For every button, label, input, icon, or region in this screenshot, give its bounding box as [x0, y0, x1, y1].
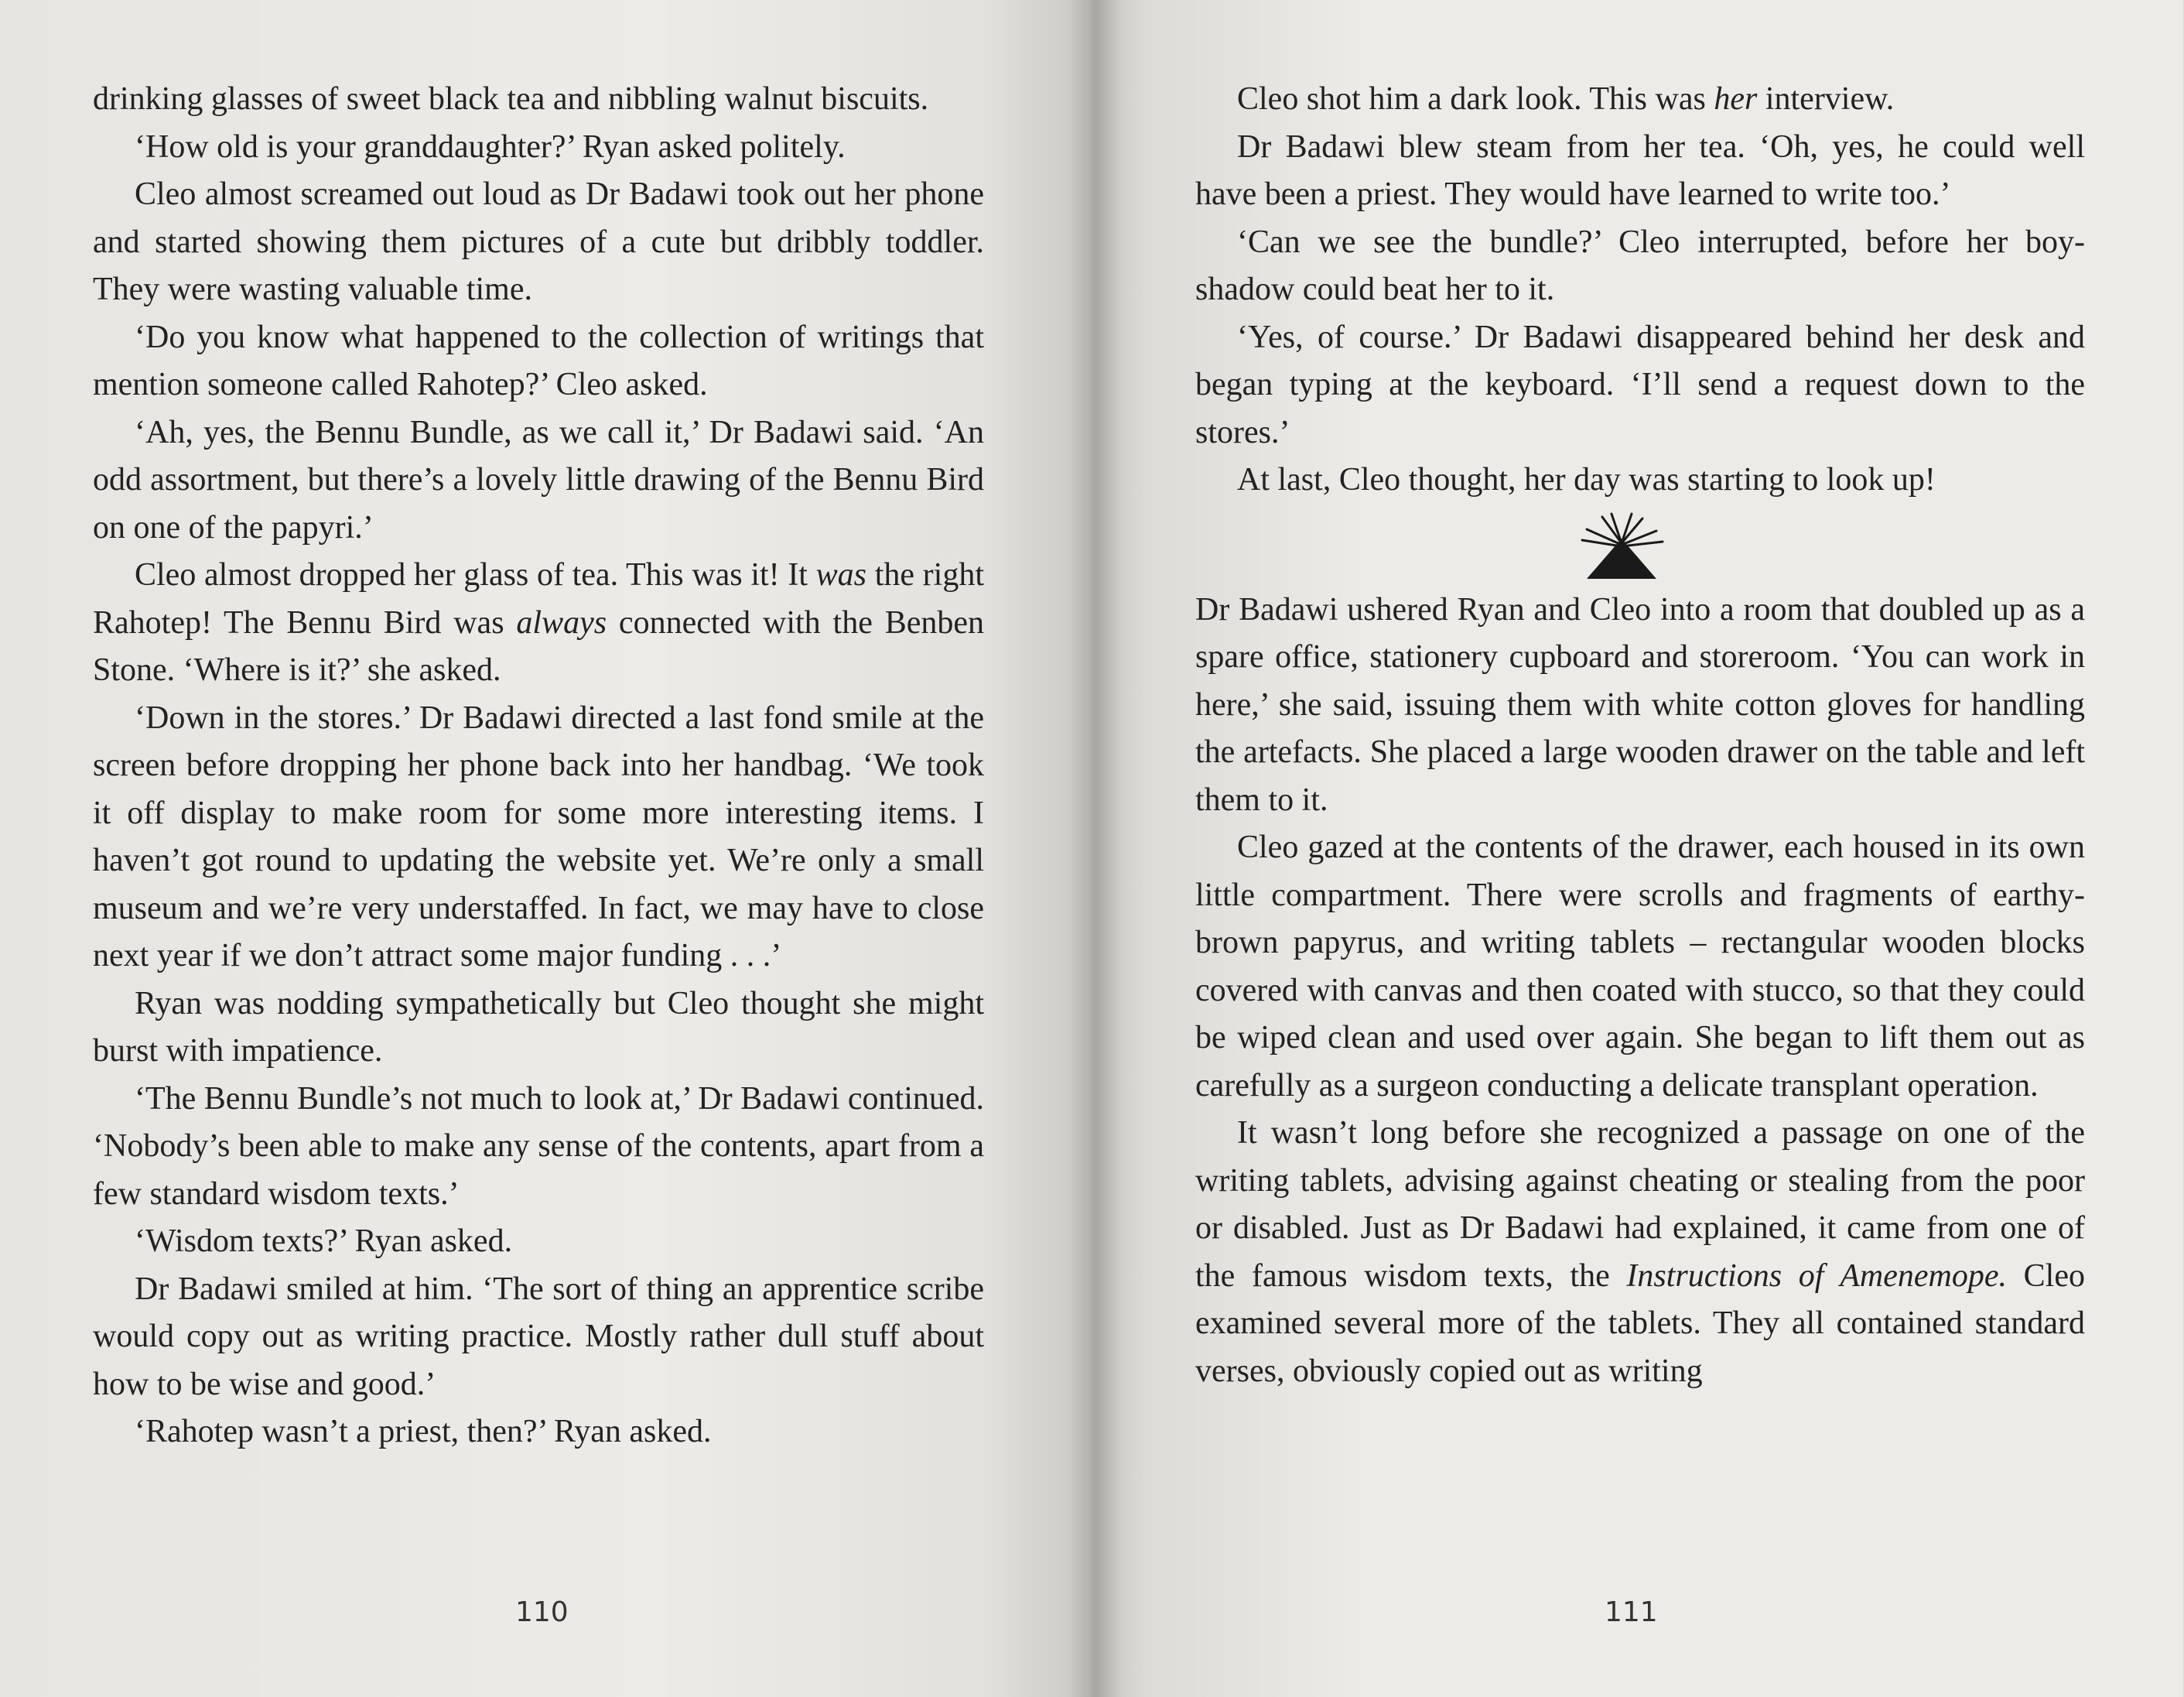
text-run: Cleo shot him a dark look. This was [1237, 81, 1714, 117]
text-run: It wasn’t long before she recognized a passage on one of the writing tablets, advising against cheating or stealing from the poor or disabled. Just as Dr Badawi had explained, it came from one of the famous wisdom texts, the [1195, 1115, 2085, 1294]
paragraph: ‘Do you know what happened to the collection of writings that mention someone called Rahotep?’ Cleo asked. [93, 319, 984, 402]
paragraph: ‘Down in the stores.’ Dr Badawi directed a last fond smile at the screen before dropping her phone back into her handbag. ‘We took it off display to make room for some more interesting items. I haven’t got round to updating the website yet. We’re only a small museum and we’re very understaffed. In fact, we may have to close next year if we don’t attract some major funding . . .’ [93, 700, 984, 973]
paragraph: At last, Cleo thought, her day was starting to look up! [1237, 462, 1936, 498]
paragraph: ‘Rahotep wasn’t a priest, then?’ Ryan asked. [135, 1414, 712, 1449]
paragraph: ‘Ah, yes, the Bennu Bundle, as we call it,’ Dr Badawi said. ‘An odd assortment, but there’s a lovely little drawing of the Bennu Bird on one of the papyri.’ [93, 414, 984, 546]
italic-text: always [516, 604, 607, 641]
pyramid-sunburst-icon [1571, 512, 1672, 582]
right-page-text [1195, 76, 2085, 1395]
paragraph: Dr Badawi blew steam from her tea. ‘Oh, yes, he could well have been a priest. They would have learned to write too.’ [1195, 128, 2085, 212]
paragraph: ‘Wisdom texts?’ Ryan asked. [135, 1223, 513, 1259]
text-run: Cleo examined several more of the tablets. They all contained standard verses, obviously copied out as writing [1195, 1257, 2085, 1389]
paragraph: Cleo gazed at the contents of the drawer, each housed in its own little compartment. There were scrolls and fragments of earthy-brown papyrus, and writing tablets – rectangular wooden blocks covered with canvas and then coated with stucco, so that they could be wiped clean and used over again. She began to lift them out as carefully as a surgeon conducting a delicate transplant operation. [1195, 830, 2085, 1103]
text-run: Cleo almost dropped her glass of tea. This was it! It [135, 557, 816, 593]
italic-text: Instructions of Amenemope. [1626, 1257, 2008, 1294]
paragraph: drinking glasses of sweet black tea and nibbling walnut biscuits. [93, 81, 929, 117]
paragraph [93, 552, 984, 695]
italic-text: was [815, 557, 867, 593]
paragraph [1195, 1110, 2085, 1395]
paragraph: ‘The Bennu Bundle’s not much to look at,’ Dr Badawi continued. ‘Nobody’s been able to make any sense of the contents, apart from a few standard wisdom texts.’ [93, 1080, 985, 1212]
paragraph: ‘Yes, of course.’ Dr Badawi disappeared behind her desk and began typing at the keyboard. ‘I’ll send a request down to the stores.’ [1195, 319, 2085, 450]
text-run: connected with the Benben Stone. ‘Where is it?’ she asked. [93, 604, 984, 688]
text-run: the right Rahotep! The Bennu Bird was [93, 557, 985, 641]
text-run: interview. [1757, 81, 1895, 117]
paragraph: Cleo almost screamed out loud as Dr Badawi took out her phone and started showing them pictures of a cute but dribbly toddler. They were wasting valuable time. [93, 176, 984, 307]
paragraph: Dr Badawi ushered Ryan and Cleo into a room that doubled up as a spare office, stationery cupboard and storeroom. ‘You can work in here,’ she said, issuing them with white cotton gloves for handling the artefacts. She placed a large wooden drawer on the table and left them to it. [1195, 591, 2085, 818]
paragraph: ‘Can we see the bundle?’ Cleo interrupted, before her boy-shadow could beat her to it. [1195, 224, 2085, 307]
page-number: 111 [1605, 1596, 1658, 1628]
paragraph: ‘How old is your granddaughter?’ Ryan asked politely. [135, 128, 846, 165]
italic-text: her [1714, 81, 1758, 117]
left-page-text [93, 76, 984, 1456]
paragraph: Ryan was nodding sympathetically but Cleo thought she might burst with impatience. [93, 985, 984, 1069]
paragraph: Dr Badawi smiled at him. ‘The sort of thing an apprentice scribe would copy out as writing practice. Mostly rather dull stuff about how to be wise and good.’ [93, 1271, 984, 1402]
paragraph [1195, 76, 2085, 124]
page-number: 110 [515, 1596, 569, 1628]
